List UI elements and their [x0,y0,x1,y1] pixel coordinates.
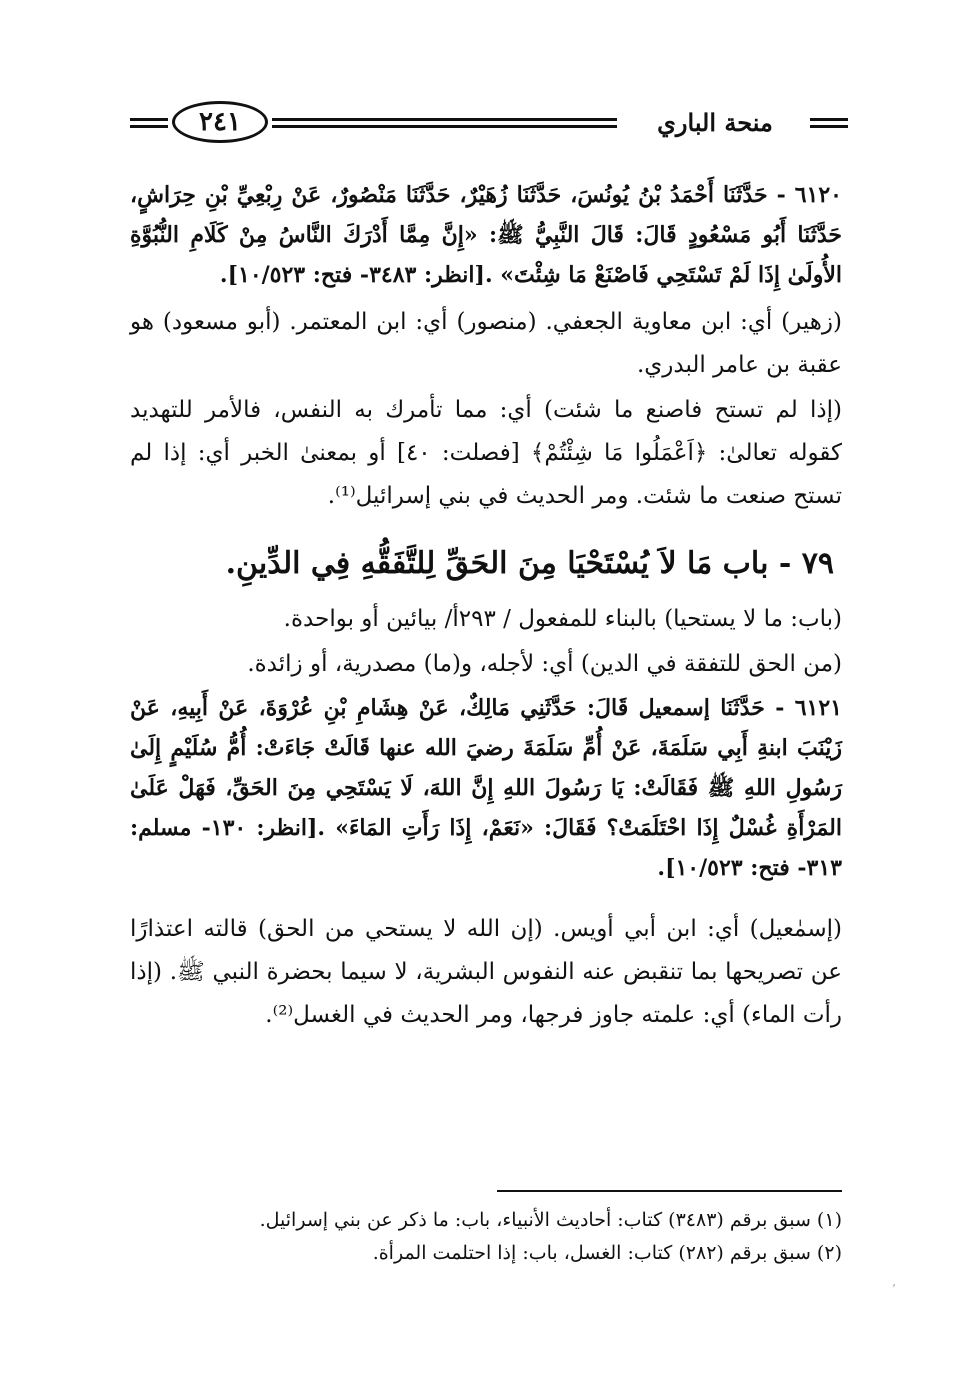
footnote-separator [497,1190,842,1192]
header-rule [810,125,848,128]
header-rule [272,125,617,128]
book-title: منحة الباري [657,108,773,137]
commentary-paragraph: (زهير) أي: ابن معاوية الجعفي. (منصور) أي: ابن المعتمر. (أبو مسعود) هو عقبة بن عامر البدري. [130,309,842,378]
commentary-paragraph: (باب: ما لا يستحيا) بالبناء للمفعول / ٢٩٣أ/ بيائين أو بواحدة. [283,606,842,632]
header-rule [130,125,168,128]
header-rule [272,118,617,121]
page-number: ٢٤١ [172,101,268,143]
hadith-6120: ٦١٢٠ - حَدَّثَنَا أَحْمَدُ بْنُ يُونُسَ، حَدَّثَنَا زُهَيْرٌ، حَدَّثَنَا مَنْصُورٌ، عَنْ رِبْعِيِّ بْنِ حِرَاشٍ، حَدَّثَنَا أَبُو مَسْعُودٍ قَالَ: قَالَ النَّبِيُّ ﷺ: «إِنَّ مِمَّا أَدْرَكَ النَّاسُ مِنْ كَلَامِ النُّبُوَّةِ الأُولَىٰ إِذَا لَمْ تَسْتَحِي فَاصْنَعْ مَا شِئْتَ» .[انظر: ٣٤٨٣- فتح: ١٠/٥٢٣]. [130,182,842,288]
header-rule [130,118,168,121]
header-rule [810,118,848,121]
footnote: (٢) سبق برقم (٢٨٢) كتاب: الغسل، باب: إذا احتلمت المرأة. [372,1242,842,1264]
commentary-paragraph: (من الحق للتفقة في الدين) أي: لأجله، و(ما) مصدرية، أو زائدة. [247,651,842,677]
corner-mark: ’ [892,1282,896,1296]
page-header [130,100,848,146]
footnotes [130,1204,842,1270]
chapter-title: ٧٩ - باب مَا لاَ يُسْتَحْيَا مِنَ الحَقِّ لِلتَّفَقُّهِ فِي الدِّينِ. [225,546,834,581]
main-text [130,175,842,1039]
hadith-6121: ٦١٢١ - حَدَّثَنَا إسمعيل قَالَ: حَدَّثَنِي مَالِكٌ، عَنْ هِشَامِ بْنِ عُرْوَةَ، عَنْ أَبِيهِ، عَنْ زَيْنَبَ ابنةِ أَبِي سَلَمَةَ، عَنْ أُمِّ سَلَمَةَ رضيَ الله عنها قَالَتْ جَاءَتْ: أُمُّ سُلَيْمٍ إِلَىٰ رَسُولِ اللهِ ﷺ فَقَالَتْ: يَا رَسُولَ اللهِ إِنَّ اللهَ، لَا يَسْتَحِي مِنَ الحَقِّ، فَهَلْ عَلَىٰ المَرْأَةِ غُسْلٌ إِذَا احْتَلَمَتْ؟ فَقَالَ: «نَعَمْ، إِذَا رَأَتِ المَاءَ» .[انظر: ١٣٠- مسلم: ٣١٣- فتح: ١٠/٥٢٣]. [130,695,842,881]
footnote: (١) سبق برقم (٣٤٨٣) كتاب: أحاديث الأنبياء، باب: ما ذكر عن بني إسرائيل. [259,1209,842,1231]
commentary-paragraph: (إسمٰعيل) أي: ابن أبي أويس. (إن الله لا يستحي من الحق) قالته اعتذارًا عن تصريحها بما تنقبض عنه النفوس البشرية، لا سيما بحضرة النبي ﷺ. (إذا رأت الماء) أي: علمته جاوز فرجها، ومر الحديث في الغسل⁽²⁾. [130,916,842,1028]
commentary-paragraph: (إذا لم تستح فاصنع ما شئت) أي: مما تأمرك به النفس، فالأمر للتهديد كقوله تعالىٰ: ﴿اَعْمَلُوا مَا شِئْتُمْ﴾ [فصلت: ٤٠] أو بمعنىٰ الخبر أي: إذا لم تستح صنعت ما شئت. ومر الحديث في بني إسرائيل⁽¹⁾. [130,397,842,509]
